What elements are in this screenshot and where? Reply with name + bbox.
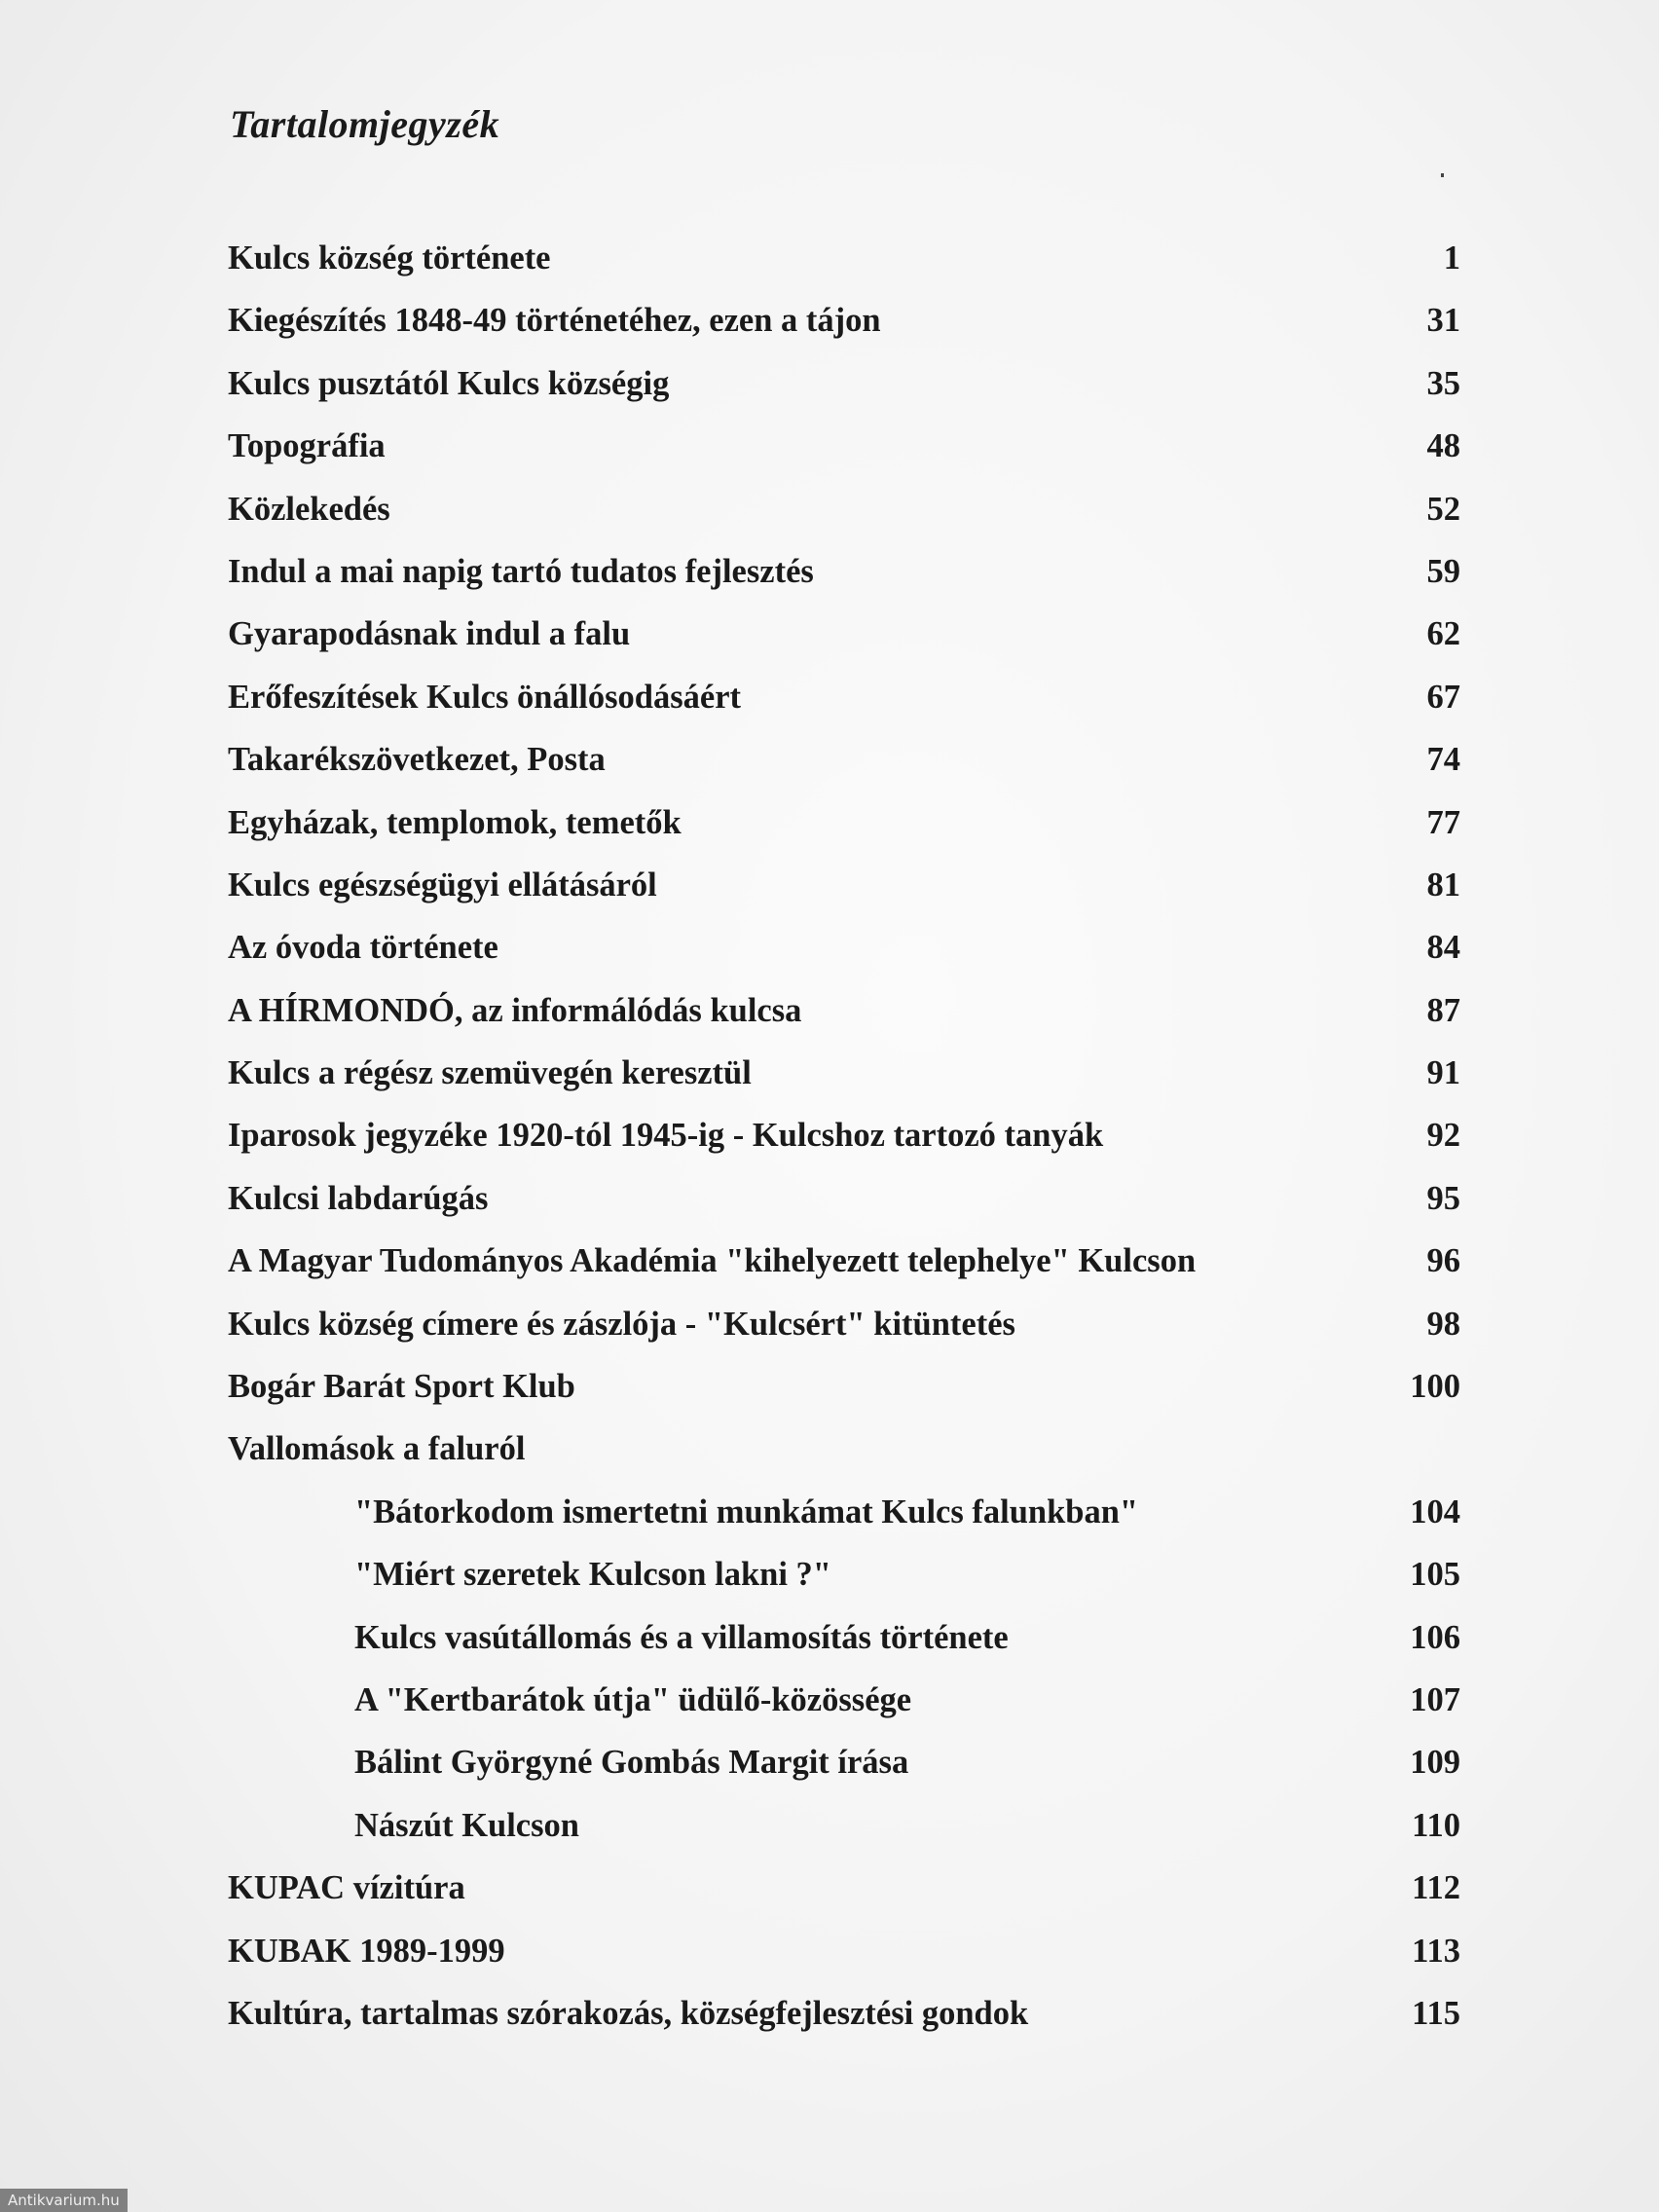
toc-entry-title: A Magyar Tudományos Akadémia "kihelyezett telephelye" Kulcson — [228, 1242, 1197, 1280]
toc-entry — [224, 1922, 1460, 1984]
toc-entry — [224, 605, 1460, 667]
toc-entry — [224, 1483, 1460, 1545]
toc-entry-title: Kulcs pusztától Kulcs községig — [228, 364, 670, 402]
toc-entry-title: Bálint Györgyné Gombás Margit írása — [354, 1744, 909, 1782]
page-title: Tartalomjegyzék — [230, 102, 500, 146]
toc-entry-title: Bogár Barát Sport Klub — [228, 1368, 575, 1406]
toc-entry-page: 74 — [1426, 741, 1460, 779]
toc-entry-title: Nászút Kulcson — [354, 1806, 579, 1844]
toc-entry — [224, 1796, 1460, 1859]
toc-entry-page: 113 — [1412, 1932, 1460, 1970]
toc-entry-page: 110 — [1412, 1806, 1460, 1844]
toc-entry — [224, 668, 1460, 730]
toc-entry-title: Az óvoda története — [228, 929, 498, 967]
toc-entry — [224, 1232, 1460, 1294]
toc-entry-title: Kulcs község története — [228, 240, 551, 276]
toc-entry-page: 109 — [1410, 1744, 1460, 1782]
toc-entry — [224, 1671, 1460, 1733]
toc-entry — [224, 1859, 1460, 1921]
toc-entry-title: Közlekedés — [228, 490, 390, 528]
toc-entry-page: 1 — [1443, 240, 1460, 276]
toc-entry-page: 95 — [1426, 1179, 1460, 1217]
toc-entry — [224, 856, 1460, 918]
toc-entry-page: 52 — [1426, 490, 1460, 528]
toc-entry — [224, 480, 1460, 542]
source-watermark: Antikvarium.hu — [0, 2189, 128, 2212]
toc-entry-page: 35 — [1426, 364, 1460, 402]
toc-entry-page: 100 — [1410, 1368, 1460, 1406]
toc-entry — [224, 1357, 1460, 1419]
toc-entry-page: 98 — [1426, 1305, 1460, 1343]
toc-entry-page: 104 — [1410, 1493, 1460, 1530]
toc-entry — [224, 1984, 1460, 2046]
toc-entry-title: Erőfeszítések Kulcs önállósodásáért — [228, 678, 742, 716]
toc-entry-page: 106 — [1410, 1618, 1460, 1656]
toc-entry-page: 84 — [1426, 929, 1460, 967]
toc-entry-page: 92 — [1426, 1117, 1460, 1155]
table-of-contents — [224, 229, 1460, 2046]
toc-entry — [224, 793, 1460, 856]
toc-entry — [224, 542, 1460, 605]
toc-entry-title: Kulcs a régész szemüvegén keresztül — [228, 1054, 752, 1092]
toc-entry-title: "Miért szeretek Kulcson lakni ?" — [354, 1556, 831, 1594]
toc-entry-title: Kulcs egészségügyi ellátásáról — [228, 866, 657, 903]
toc-entry-title: A "Kertbarátok útja" üdülő-közössége — [354, 1680, 912, 1718]
toc-entry — [224, 1295, 1460, 1357]
toc-entry-page: 112 — [1412, 1869, 1460, 1907]
toc-entry-title: "Bátorkodom ismertetni munkámat Kulcs falunkban" — [354, 1493, 1139, 1530]
toc-entry — [224, 981, 1460, 1044]
toc-entry-title: Kulcsi labdarúgás — [228, 1179, 489, 1217]
toc-entry-page: 81 — [1426, 866, 1460, 903]
toc-entry — [224, 417, 1460, 479]
toc-entry-page: 59 — [1426, 552, 1460, 590]
toc-entry — [224, 1608, 1460, 1671]
toc-entry-title: Takarékszövetkezet, Posta — [228, 741, 606, 779]
toc-entry-page: 96 — [1426, 1242, 1460, 1280]
toc-entry — [224, 1106, 1460, 1168]
toc-entry-title: Topográfia — [228, 427, 386, 465]
toc-entry — [224, 291, 1460, 353]
toc-entry-page: 115 — [1412, 1994, 1460, 2032]
toc-entry-title: Egyházak, templomok, temetők — [228, 803, 682, 841]
toc-entry — [224, 354, 1460, 417]
toc-entry — [224, 1419, 1460, 1482]
toc-entry — [224, 1733, 1460, 1795]
toc-entry — [224, 918, 1460, 980]
toc-entry-title: Iparosok jegyzéke 1920-tól 1945-ig - Kulcshoz tartozó tanyák — [228, 1117, 1104, 1155]
toc-entry — [224, 730, 1460, 793]
toc-entry-title: Kulcs vasútállomás és a villamosítás története — [354, 1618, 1009, 1656]
toc-entry-page: 67 — [1426, 678, 1460, 716]
toc-entry-title: Indul a mai napig tartó tudatos fejlesztés — [228, 552, 814, 590]
toc-entry-title: A HÍRMONDÓ, az informálódás kulcsa — [228, 991, 802, 1029]
toc-entry-page: 87 — [1426, 991, 1460, 1029]
toc-entry — [224, 1545, 1460, 1607]
toc-entry-title: KUBAK 1989-1999 — [228, 1932, 505, 1970]
toc-entry-title: Kiegészítés 1848-49 történetéhez, ezen a tájon — [228, 302, 881, 340]
toc-entry-title: Kulcs község címere és zászlója - "Kulcsért" kitüntetés — [228, 1305, 1015, 1343]
toc-entry-title: KUPAC vízitúra — [228, 1869, 465, 1907]
toc-entry-page: 31 — [1426, 302, 1460, 340]
toc-entry — [224, 229, 1460, 291]
toc-entry-title: Kultúra, tartalmas szórakozás, községfejlesztési gondok — [228, 1994, 1029, 2032]
toc-entry-page: 91 — [1426, 1054, 1460, 1092]
toc-entry-title: Vallomások a faluról — [228, 1430, 526, 1468]
toc-entry-title: Gyarapodásnak indul a falu — [228, 615, 631, 653]
toc-entry-page: 105 — [1410, 1556, 1460, 1594]
paper-speck — [1441, 173, 1444, 177]
toc-entry — [224, 1044, 1460, 1106]
toc-entry-page: 107 — [1410, 1680, 1460, 1718]
toc-entry-page: 62 — [1426, 615, 1460, 653]
toc-entry — [224, 1169, 1460, 1232]
toc-entry-page: 48 — [1426, 427, 1460, 465]
toc-entry-page: 77 — [1426, 803, 1460, 841]
